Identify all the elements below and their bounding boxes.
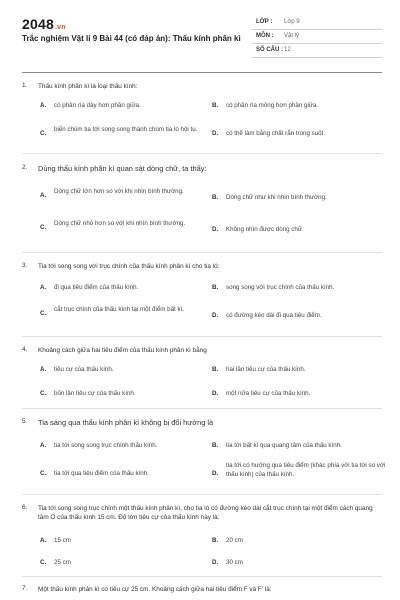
option-text: đi qua tiêu điểm của thấu kính. <box>54 284 139 291</box>
question-text: Một thấu kính phân kì có tiêu cự 25 cm. Khoảng cách giữa hai tiêu điểm F và F' là: <box>38 586 272 593</box>
option-label: C. <box>40 130 47 137</box>
header-divider <box>22 72 382 73</box>
option-text: có thể làm bằng chất rắn trong suốt. <box>226 130 326 137</box>
option-text: tia tới qua tiêu điểm của thấu kính. <box>54 470 149 477</box>
option-label: B. <box>212 284 219 291</box>
option-text: 25 cm <box>54 559 71 566</box>
question-divider <box>22 408 382 409</box>
meta-divider <box>252 29 382 30</box>
meta-divider <box>252 57 382 58</box>
question-number: 7. <box>22 585 28 592</box>
question-number: 2. <box>22 164 28 171</box>
option-text: cắt trục chính của thấu kính tại một điểm bất kì. <box>54 306 185 313</box>
option-label: C. <box>40 224 47 231</box>
question-divider <box>22 153 382 154</box>
option-label: C. <box>40 310 47 317</box>
logo-suffix: .vn <box>54 24 66 31</box>
option-text: tiêu cự của thấu kính. <box>54 366 114 373</box>
option-text: tia tới bất kì qua quang tâm của thấu kính. <box>226 442 342 449</box>
option-label: B. <box>212 102 219 109</box>
option-label: A. <box>40 366 47 373</box>
option-label: C. <box>40 559 47 566</box>
question-number: 1. <box>22 82 28 89</box>
question-text: Thấu kính phân kì là loại thấu kính: <box>38 83 138 90</box>
option-label: A. <box>40 442 47 449</box>
meta-value: Vật lý <box>284 33 300 39</box>
option-text: bốn lần tiêu cự của thấu kính. <box>54 390 136 397</box>
option-text: Dòng chữ lớn hơn so với khi nhìn bình thường. <box>54 188 184 195</box>
meta-key: LỚP : <box>256 19 273 25</box>
option-label: D. <box>212 559 219 566</box>
meta-key: SỐ CÂU : <box>256 47 283 53</box>
question-number: 6. <box>22 504 28 511</box>
meta-key: MÔN : <box>256 33 274 39</box>
option-text: 15 cm <box>54 537 71 544</box>
option-text: tia tới song song trục chính thấu kính. <box>54 442 158 449</box>
question-text: Dùng thấu kính phân kì quan sát dòng chữ, ta thấy: <box>38 164 207 173</box>
document-header <box>0 0 400 72</box>
question-text: Khoảng cách giữa hai tiêu điểm của thấu kính phân kì bằng <box>38 347 207 354</box>
option-label: C. <box>40 470 47 477</box>
question-divider <box>22 336 382 337</box>
option-label: D. <box>212 130 219 137</box>
option-text: Dòng chữ như khi nhìn bình thường. <box>226 194 327 201</box>
question-number: 5. <box>22 418 28 425</box>
option-label: A. <box>40 192 47 199</box>
site-logo[interactable] <box>22 16 66 32</box>
question-divider <box>22 494 382 495</box>
option-text: biến chùm tia tới song song thành chùm tia ló hội tụ. <box>54 126 198 133</box>
question-divider <box>22 252 382 253</box>
meta-value: 12 <box>284 47 291 53</box>
logo-text: 2048 <box>22 16 54 32</box>
question-divider <box>22 576 382 577</box>
option-text: Không nhìn được dòng chữ. <box>226 226 304 233</box>
option-text: 30 cm <box>226 559 243 566</box>
option-label: D. <box>212 226 219 233</box>
option-label: B. <box>212 442 219 449</box>
option-text: có phần rìa dày hơn phần giữa. <box>54 102 141 109</box>
option-label: D. <box>212 470 219 477</box>
option-text: hai lần tiêu cự của thấu kính. <box>226 366 306 373</box>
document-title: Trắc nghiệm Vật lí 9 Bài 44 (có đáp án): Thấu kính phân kì <box>22 34 241 43</box>
question-text: Tia sáng qua thấu kính phân kì không bị đổi hướng là <box>38 418 214 427</box>
option-label: D. <box>212 390 219 397</box>
option-text: một nửa tiêu cự của thấu kính. <box>226 390 311 397</box>
meta-value: Lớp 9 <box>284 19 300 25</box>
question-text: Tia tới song song với trục chính của thấu kính phân kì cho tia ló: <box>38 263 220 270</box>
option-label: A. <box>40 102 47 109</box>
option-label: C. <box>40 390 47 397</box>
option-text: tia tới có hướng qua tiêu điểm (khác phía với tia tới so với thấu kính) của thấu kính. <box>226 462 386 478</box>
option-text: Dòng chữ nhỏ hơn so với khi nhìn bình thường. <box>54 220 186 227</box>
option-label: D. <box>212 312 219 319</box>
meta-divider <box>252 43 382 44</box>
option-text: có phần rìa mỏng hơn phần giữa. <box>226 102 319 109</box>
option-label: B. <box>212 194 219 201</box>
question-number: 3. <box>22 262 28 269</box>
option-label: B. <box>212 537 219 544</box>
question-number: 4. <box>22 346 28 353</box>
option-text: song song với trục chính của thấu kính. <box>226 284 335 291</box>
option-label: A. <box>40 537 47 544</box>
option-text: có đường kéo dài đi qua tiêu điểm. <box>226 312 322 319</box>
option-text: 20 cm <box>226 537 243 544</box>
option-label: A. <box>40 284 47 291</box>
question-text: Tia tới song song trục chính một thấu kính phân kì, cho tia ló có đường kéo dài cắt trục chính tại một điểm cách quang tâm O của thấu kính 15 cm. Độ lớn tiêu cự của thấu kính này là: <box>38 505 373 521</box>
option-label: B. <box>212 366 219 373</box>
